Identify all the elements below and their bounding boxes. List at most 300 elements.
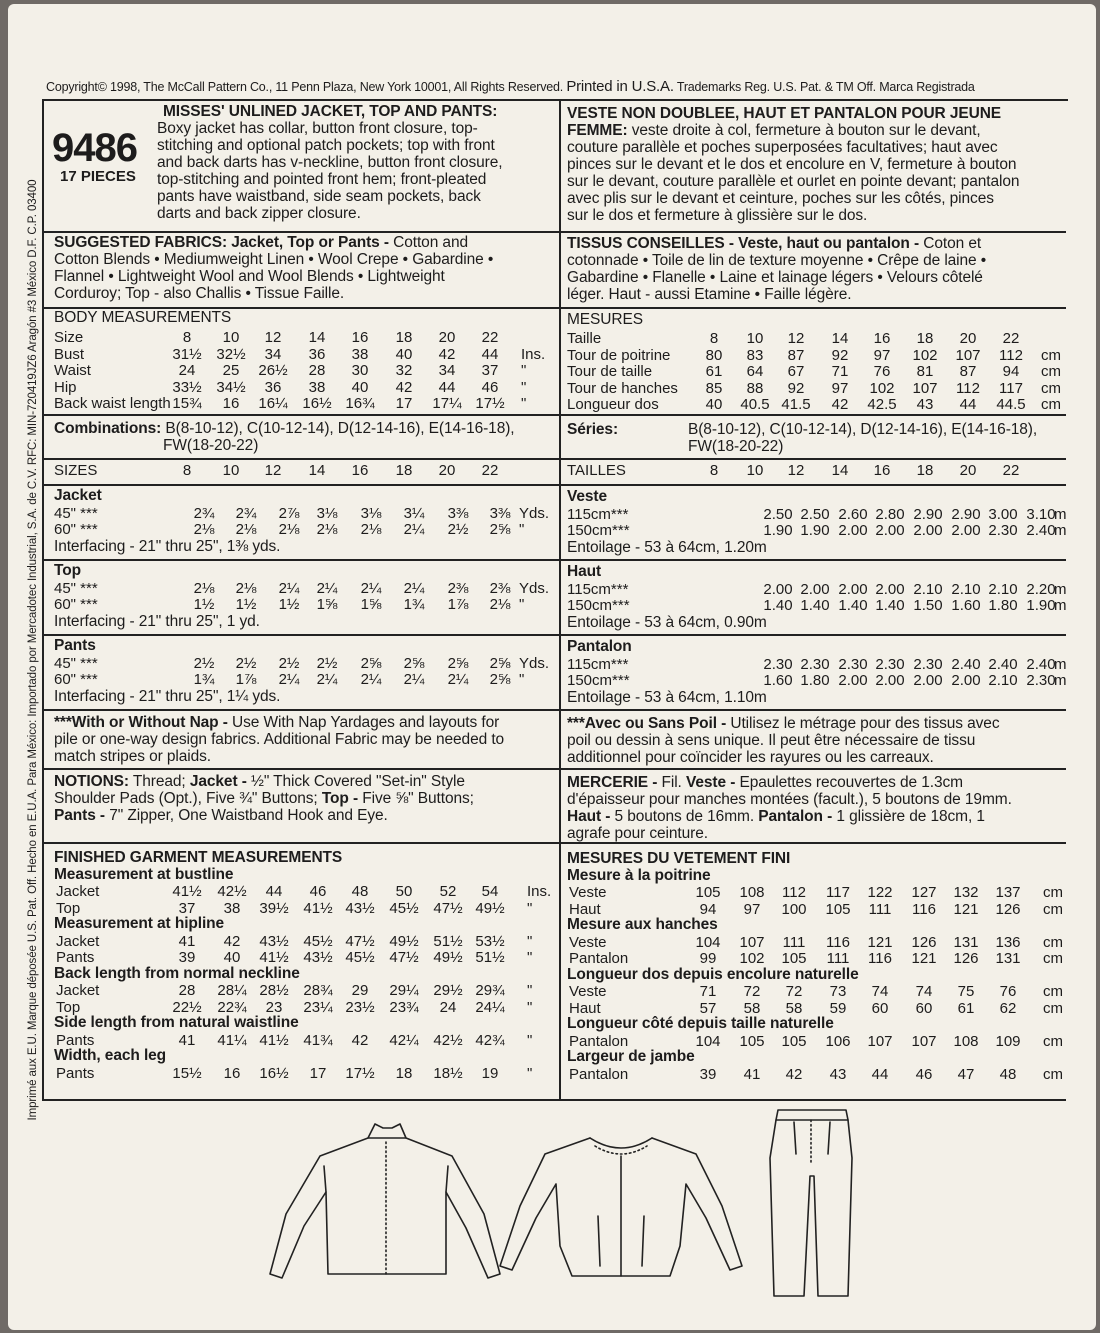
value-cell: 46 xyxy=(309,883,327,900)
notions-en-line2: Shoulder Pads (Opt.), Five ¾" Buttons; Top - Five ⅝" Buttons; xyxy=(54,790,474,807)
value-cell: 41½ xyxy=(303,899,333,917)
value-cell: 2.00 xyxy=(838,672,868,689)
value-cell: 2.10 xyxy=(913,581,943,598)
value-cell: 54 xyxy=(481,883,499,900)
row-label: 45" *** xyxy=(54,580,98,597)
value-cell: 8 xyxy=(182,329,192,346)
value-cell: 116 xyxy=(868,950,892,967)
value-cell: 2⅛ xyxy=(235,580,257,597)
unit-label: " xyxy=(519,671,525,688)
value-cell: 108 xyxy=(739,884,765,901)
value-cell: 2.30 xyxy=(1026,672,1056,689)
value-cell: 42¼ xyxy=(389,1031,419,1049)
value-cell: 76 xyxy=(873,363,891,380)
value-cell: 31½ xyxy=(172,345,202,363)
finished-group-title-fr: Largeur de jambe xyxy=(567,1048,695,1065)
value-cell: 3¼ xyxy=(403,505,425,522)
value-cell: 2.30 xyxy=(875,656,905,673)
value-cell: 137 xyxy=(995,884,1021,901)
notions-fr-line4: agrafe pour ceinture. xyxy=(567,825,708,842)
value-cell: 2⅛ xyxy=(235,521,257,538)
row-label: Size xyxy=(54,329,84,346)
finished-row-fr xyxy=(0,934,1100,951)
fabrics-en-line: Flannel • Lightweight Wool and Wool Blends • Lightweight xyxy=(54,268,445,285)
description-en-line: top-stitching and pointed front hem; front-pleated xyxy=(157,171,487,188)
jacket-back-drawing xyxy=(270,1124,500,1278)
value-cell: 41¼ xyxy=(217,1031,247,1049)
finished-row-fr xyxy=(0,1033,1100,1050)
unit-label: Ins. xyxy=(527,883,552,900)
unit-label: " xyxy=(527,932,533,950)
nap-fr-line: additionnel pour coïncider les rayures ou les carreaux. xyxy=(567,749,934,766)
value-cell: 28½ xyxy=(259,982,289,999)
yardage-title-fr: Veste xyxy=(567,488,608,505)
value-cell: 12 xyxy=(787,330,805,347)
value-cell: 15½ xyxy=(172,1064,202,1082)
value-cell: 111 xyxy=(782,933,806,951)
row-label: 60" *** xyxy=(54,521,98,538)
value-cell: 16 xyxy=(222,395,240,412)
value-cell: 100 xyxy=(781,900,807,918)
value-cell: 16 xyxy=(873,462,891,479)
value-cell: 8 xyxy=(709,330,719,347)
value-cell: 2.40 xyxy=(951,656,981,673)
value-cell: 2.10 xyxy=(988,581,1018,598)
rule xyxy=(42,559,1066,561)
value-cell: 24 xyxy=(178,362,196,379)
value-cell: 8 xyxy=(709,462,719,479)
value-cell: 41 xyxy=(178,1031,196,1049)
value-cell: 33½ xyxy=(172,378,202,396)
copyright-line: Copyright© 1998, The McCall Pattern Co., 11 Penn Plaza, New York 10001, All Rights Reserved. Printed in U.S.A. Trademarks Reg. U.S. Pat. & TM Off. Marca Registrada xyxy=(46,78,975,95)
value-cell: 42 xyxy=(351,1031,369,1049)
description-title-fr: VESTE NON DOUBLEE, HAUT ET PANTALON POUR JEUNE xyxy=(567,105,1002,122)
value-cell: 41 xyxy=(178,932,196,950)
value-cell: 40 xyxy=(705,396,723,413)
row-label: Waist xyxy=(54,362,91,379)
value-cell: 46 xyxy=(915,1065,933,1083)
value-cell: 23 xyxy=(265,998,283,1016)
value-cell: 1.40 xyxy=(838,597,868,614)
value-cell: 44.5 xyxy=(996,396,1026,413)
value-cell: 2¼ xyxy=(360,580,382,597)
value-cell: 2¼ xyxy=(403,521,425,538)
value-cell: 40.5 xyxy=(740,396,770,413)
value-cell: 67 xyxy=(787,363,805,380)
value-cell: 2⅛ xyxy=(278,521,300,538)
value-cell: 104 xyxy=(695,933,721,951)
value-cell: 10 xyxy=(746,462,764,479)
value-cell: 34 xyxy=(264,345,282,363)
value-cell: 121 xyxy=(953,900,979,918)
value-cell: 102 xyxy=(869,379,895,397)
value-cell: 73 xyxy=(829,983,847,1000)
value-cell: 2.00 xyxy=(800,581,830,598)
value-cell: 60 xyxy=(915,999,933,1017)
row-label: SIZES xyxy=(54,462,98,479)
value-cell: 111 xyxy=(826,950,850,967)
value-cell: 2⅝ xyxy=(489,655,511,672)
value-cell: 17 xyxy=(309,1064,327,1082)
value-cell: 18 xyxy=(916,462,934,479)
row-label: Haut xyxy=(569,999,601,1017)
yardage-title-en: Jacket xyxy=(54,487,102,504)
unit-label: cm xyxy=(1041,379,1061,397)
value-cell: 1.90 xyxy=(763,522,793,539)
value-cell: 23½ xyxy=(345,998,375,1016)
value-cell: 2⅞ xyxy=(278,505,300,522)
unit-label: m xyxy=(1054,581,1067,598)
combinations-fr-label: Séries: xyxy=(567,421,618,438)
value-cell: 107 xyxy=(739,933,765,951)
unit-label: " xyxy=(521,378,527,396)
yardage-row-fr xyxy=(0,522,1100,539)
finished-row-fr xyxy=(0,901,1100,918)
sizes-row-fr xyxy=(0,462,1100,479)
unit-label: " xyxy=(527,899,533,917)
value-cell: 14 xyxy=(831,330,849,347)
value-cell: 16 xyxy=(873,330,891,347)
value-cell: 43 xyxy=(916,396,934,413)
finished-group-title-en: Width, each leg xyxy=(54,1047,167,1064)
value-cell: 29½ xyxy=(433,982,463,999)
value-cell: 42 xyxy=(223,932,241,950)
value-cell: 28 xyxy=(178,982,196,999)
value-cell: 2.50 xyxy=(800,506,830,523)
finished-group-title-en: Back length from normal neckline xyxy=(54,964,300,982)
unit-label: cm xyxy=(1043,950,1063,967)
value-cell: 15¾ xyxy=(172,395,202,412)
row-label: 150cm*** xyxy=(567,672,630,689)
description-en-line: Boxy jacket has collar, button front closure, top- xyxy=(157,120,478,137)
value-cell: 3⅛ xyxy=(316,505,338,522)
top-back-drawing xyxy=(500,1138,742,1276)
value-cell: 29¼ xyxy=(389,982,419,999)
description-fr-line: avec plis sur le devant et ceinture, poches sur les côtés, pinces xyxy=(567,190,994,207)
value-cell: 112 xyxy=(956,379,980,397)
row-label: Top xyxy=(56,998,81,1016)
value-cell: 44 xyxy=(871,1065,889,1083)
row-label: 150cm*** xyxy=(567,522,630,539)
finished-group-title-en: Measurement at bustline xyxy=(54,865,234,883)
value-cell: 1¾ xyxy=(193,671,215,688)
row-label: 45" *** xyxy=(54,655,98,672)
value-cell: 3⅜ xyxy=(447,505,469,522)
value-cell: 44 xyxy=(481,345,499,363)
value-cell: 61 xyxy=(705,363,723,380)
pieces-count: 17 PIECES xyxy=(60,168,136,185)
value-cell: 97 xyxy=(831,379,849,397)
unit-label: Yds. xyxy=(519,580,550,597)
rule xyxy=(42,634,1066,636)
value-cell: 1⅞ xyxy=(235,671,257,688)
value-cell: 12 xyxy=(264,462,282,479)
value-cell: 2¼ xyxy=(316,580,338,597)
row-label: Tour de hanches xyxy=(567,379,678,397)
value-cell: 22 xyxy=(481,329,499,346)
value-cell: 48 xyxy=(351,883,369,900)
value-cell: 41¾ xyxy=(303,1031,333,1049)
unit-label: Ins. xyxy=(521,345,546,363)
value-cell: 105 xyxy=(781,950,807,967)
fabrics-fr-line: léger. Haut - aussi Etamine • Faille légère. xyxy=(567,286,852,303)
unit-label: m xyxy=(1054,672,1067,689)
finished-group-title-en: Measurement at hipline xyxy=(54,915,225,932)
value-cell: 18 xyxy=(395,329,413,346)
rule xyxy=(42,842,1066,844)
unit-label: " xyxy=(521,362,527,379)
value-cell: 1⅝ xyxy=(316,596,338,613)
value-cell: 1.40 xyxy=(800,597,830,614)
value-cell: 92 xyxy=(787,379,805,397)
value-cell: 28¾ xyxy=(303,982,333,999)
unit-label: m xyxy=(1054,506,1067,523)
finished-group-title-fr: Mesure à la poitrine xyxy=(567,866,711,884)
value-cell: 42¾ xyxy=(475,1031,505,1049)
value-cell: 2½ xyxy=(193,655,215,672)
value-cell: 16¾ xyxy=(345,395,375,412)
value-cell: 136 xyxy=(995,933,1021,951)
unit-label: cm xyxy=(1043,884,1063,901)
value-cell: 112 xyxy=(782,884,806,901)
value-cell: 14 xyxy=(308,329,326,346)
pants-back-drawing xyxy=(770,1110,852,1296)
value-cell: 39 xyxy=(178,949,196,966)
finished-row-fr xyxy=(0,983,1100,1000)
value-cell: 47½ xyxy=(433,899,463,917)
description-en-line: stitching and optional patch pockets; top with front xyxy=(157,137,495,154)
value-cell: 2.40 xyxy=(1026,522,1056,539)
description-en-line: pants have waistband, side seam pockets, back xyxy=(157,188,481,205)
value-cell: 2.00 xyxy=(875,672,905,689)
combinations-fr: B(8-10-12), C(10-12-14), D(12-14-16), E(14-16-18), xyxy=(688,421,1038,438)
value-cell: 108 xyxy=(953,1032,979,1050)
interfacing-fr: Entoilage - 53 à 64cm, 1.20m xyxy=(567,539,767,556)
value-cell: 2¼ xyxy=(316,671,338,688)
value-cell: 2.00 xyxy=(875,581,905,598)
value-cell: 76 xyxy=(999,983,1017,1000)
row-label: Pants xyxy=(56,1064,95,1082)
finished-group-title-en: Side length from natural waistline xyxy=(54,1014,299,1031)
value-cell: 99 xyxy=(699,950,717,967)
value-cell: 121 xyxy=(911,950,937,967)
value-cell: 14 xyxy=(308,462,326,479)
value-cell: 105 xyxy=(825,900,851,918)
value-cell: 126 xyxy=(953,950,979,967)
row-label: 115cm*** xyxy=(567,581,629,598)
value-cell: 59 xyxy=(829,999,847,1017)
row-label: Tour de taille xyxy=(567,363,653,380)
unit-label: cm xyxy=(1041,396,1061,413)
value-cell: 41½ xyxy=(259,949,289,966)
nap-en-line: pile or one-way design fabrics. Additional Fabric may be needed to xyxy=(54,731,505,748)
row-label: 115cm*** xyxy=(567,656,629,673)
interfacing-en: Interfacing - 21" thru 25", 1 yd. xyxy=(54,613,260,630)
value-cell: 88 xyxy=(746,379,764,397)
row-label: Taille xyxy=(567,330,602,347)
row-label: Veste xyxy=(569,983,607,1000)
value-cell: 74 xyxy=(871,983,889,1000)
value-cell: 2⅛ xyxy=(193,580,215,597)
value-cell: 80 xyxy=(705,346,723,364)
description-title-en: MISSES' UNLINED JACKET, TOP AND PANTS: xyxy=(163,103,498,120)
value-cell: 41½ xyxy=(172,883,202,900)
value-cell: 2⅜ xyxy=(489,580,511,597)
value-cell: 1.90 xyxy=(800,522,830,539)
value-cell: 75 xyxy=(957,983,975,1000)
value-cell: 10 xyxy=(222,462,240,479)
unit-label: " xyxy=(519,596,525,613)
value-cell: 20 xyxy=(438,329,456,346)
description-fr-line: couture parallèle et poches superposées facultatives; haut avec xyxy=(567,139,998,156)
value-cell: 16¼ xyxy=(258,395,288,412)
unit-label: " xyxy=(521,395,527,412)
value-cell: 29 xyxy=(351,982,369,999)
value-cell: 40 xyxy=(395,345,413,363)
body-measurements-title-en: BODY MEASUREMENTS xyxy=(54,309,232,326)
row-label: Hip xyxy=(54,378,77,396)
row-label: Bust xyxy=(54,345,85,363)
value-cell: 57 xyxy=(699,999,717,1017)
value-cell: 37 xyxy=(178,899,196,917)
unit-label: m xyxy=(1054,597,1067,614)
value-cell: 112 xyxy=(999,346,1023,364)
value-cell: 16 xyxy=(223,1064,241,1082)
row-label: Veste xyxy=(569,884,607,901)
value-cell: 20 xyxy=(438,462,456,479)
notions-fr-line1: MERCERIE - Fil. Veste - Epaulettes recouvertes de 1.3cm xyxy=(567,774,963,791)
row-label: Jacket xyxy=(56,932,100,950)
value-cell: 46 xyxy=(481,378,499,396)
value-cell: 2.30 xyxy=(988,522,1018,539)
fabrics-fr-line: Gabardine • Flanelle • Laine et lainage légers • Velours côtelé xyxy=(567,269,983,286)
value-cell: 1.50 xyxy=(913,597,943,614)
value-cell: 2.40 xyxy=(988,656,1018,673)
yardage-row-fr xyxy=(0,597,1100,614)
value-cell: 3.00 xyxy=(988,506,1018,523)
notions-fr-line2: d'épaisseur pour manches montées (facult.), 5 boutons de 19mm. xyxy=(567,791,1012,808)
value-cell: 107 xyxy=(867,1032,893,1050)
value-cell: 50 xyxy=(395,883,413,900)
side-import-text: Imprimé aux E.U. Marque déposée U.S. Pat. Off. Hecho en E.U.A. Para México: Importado por Mercadotec Industrial, S.A. de C.V. RFC: MIN-720419JZ6 Aragón #3 México D.F. C.P. 03400 xyxy=(27,179,39,1121)
value-cell: 2.80 xyxy=(875,506,905,523)
value-cell: 24¼ xyxy=(475,998,505,1016)
value-cell: 38 xyxy=(308,378,326,396)
value-cell: 22½ xyxy=(172,998,202,1016)
value-cell: 126 xyxy=(911,933,937,951)
value-cell: 81 xyxy=(916,363,934,380)
value-cell: 127 xyxy=(911,884,937,901)
value-cell: 19 xyxy=(481,1064,499,1082)
value-cell: 43½ xyxy=(345,899,375,917)
value-cell: 12 xyxy=(264,329,282,346)
notions-fr-line3: Haut - 5 boutons de 16mm. Pantalon - 1 glissière de 18cm, 1 xyxy=(567,808,985,825)
value-cell: 2.30 xyxy=(763,656,793,673)
value-cell: 42 xyxy=(438,345,456,363)
value-cell: 8 xyxy=(182,462,192,479)
unit-label: " xyxy=(527,1064,533,1082)
value-cell: 12 xyxy=(787,462,805,479)
fabrics-fr-line1: TISSUS CONSEILLES - Veste, haut ou pantalon - Coton et xyxy=(567,235,982,252)
value-cell: 53½ xyxy=(475,932,505,950)
value-cell: 2¼ xyxy=(278,671,300,688)
nap-fr-line1: ***Avec ou Sans Poil - Utilisez le métrage pour des tissus avec xyxy=(567,715,1000,732)
value-cell: 42 xyxy=(395,378,413,396)
row-label: TAILLES xyxy=(567,462,626,479)
fabrics-en-line: Corduroy; Top - also Challis • Tissue Faille. xyxy=(54,285,345,302)
value-cell: 25 xyxy=(222,362,240,379)
value-cell: 3.10 xyxy=(1026,506,1056,523)
value-cell: 16½ xyxy=(302,395,332,412)
yardage-title-fr: Haut xyxy=(567,563,602,580)
value-cell: 121 xyxy=(867,933,893,951)
value-cell: 3⅛ xyxy=(360,505,382,522)
value-cell: 22 xyxy=(1002,330,1020,347)
value-cell: 20 xyxy=(959,330,977,347)
value-cell: 2⅛ xyxy=(489,596,511,613)
value-cell: 22 xyxy=(1002,462,1020,479)
value-cell: 30 xyxy=(351,362,369,379)
interfacing-en: Interfacing - 21" thru 25", 1⅜ yds. xyxy=(54,538,281,555)
value-cell: 16 xyxy=(351,329,369,346)
combinations-en-line2: FW(18-20-22) xyxy=(163,437,259,454)
value-cell: 131 xyxy=(995,950,1021,967)
value-cell: 1⅝ xyxy=(360,596,382,613)
unit-label: cm xyxy=(1043,983,1063,1000)
description-fr-line1: FEMME: veste droite à col, fermeture à bouton sur le devant, xyxy=(567,122,981,139)
yardage-title-en: Top xyxy=(54,562,81,579)
value-cell: 117 xyxy=(826,884,850,901)
value-cell: 2.00 xyxy=(951,522,981,539)
value-cell: 83 xyxy=(746,346,764,364)
row-label: Back waist length xyxy=(54,395,171,412)
unit-label: cm xyxy=(1041,346,1061,364)
value-cell: 10 xyxy=(222,329,240,346)
value-cell: 34½ xyxy=(216,378,246,396)
value-cell: 28¼ xyxy=(217,982,247,999)
value-cell: 36 xyxy=(264,378,282,396)
value-cell: 47½ xyxy=(389,949,419,966)
value-cell: 39 xyxy=(699,1065,717,1083)
value-cell: 16½ xyxy=(259,1064,289,1082)
value-cell: 71 xyxy=(699,983,717,1000)
value-cell: 74 xyxy=(915,983,933,1000)
description-en-line: darts and back zipper closure. xyxy=(157,205,361,222)
value-cell: 2.00 xyxy=(951,672,981,689)
value-cell: 61 xyxy=(957,999,975,1017)
value-cell: 94 xyxy=(1002,363,1020,380)
value-cell: 2¼ xyxy=(360,671,382,688)
value-cell: 2⅛ xyxy=(360,521,382,538)
row-label: Pants xyxy=(56,1031,95,1049)
value-cell: 17½ xyxy=(345,1064,375,1082)
value-cell: 47 xyxy=(957,1065,975,1083)
unit-label: Yds. xyxy=(519,505,550,522)
value-cell: 2¾ xyxy=(235,505,257,522)
nap-en-line1: ***With or Without Nap - Use With Nap Yardages and layouts for xyxy=(54,714,500,731)
fabrics-en-line: Cotton Blends • Mediumweight Linen • Wool Crepe • Gabardine • xyxy=(54,251,494,268)
finished-row-fr xyxy=(0,1000,1100,1017)
value-cell: 71 xyxy=(831,363,849,380)
unit-label: cm xyxy=(1043,933,1063,951)
unit-label: m xyxy=(1054,656,1067,673)
value-cell: 1.40 xyxy=(875,597,905,614)
combinations-fr-line2: FW(18-20-22) xyxy=(688,438,784,455)
value-cell: 105 xyxy=(739,1032,765,1050)
row-label: 60" *** xyxy=(54,671,98,688)
value-cell: 2.90 xyxy=(951,506,981,523)
unit-label: cm xyxy=(1043,999,1063,1017)
